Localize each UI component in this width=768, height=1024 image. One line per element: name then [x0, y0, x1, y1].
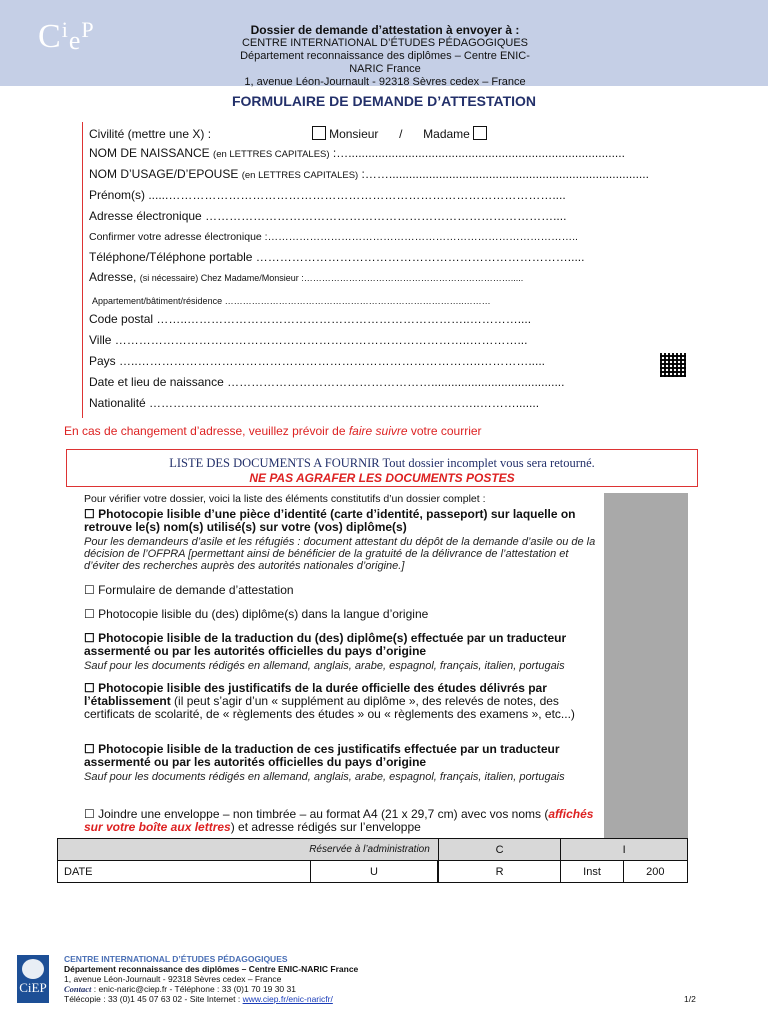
appartement-label: Appartement/bâtiment/résidence	[92, 296, 223, 306]
civilite-separator: /	[399, 127, 403, 141]
header-address-block	[230, 24, 540, 89]
barcode-2d	[660, 353, 686, 377]
footer-contact-text: : enic-naric@ciep.fr - Téléphone : 33 (0)1 70 19 30 31	[91, 984, 296, 994]
admin-c-cell: C	[438, 839, 561, 861]
email-field[interactable]: Adresse électronique ……………………………………………………………………………....	[89, 209, 567, 223]
document-item-identity-text: ☐ Photocopie lisible d’une pièce d’identité (carte d’identité, passeport) sur laquelle on retrouve le(s) nom(s) utilisé(s) sur votre (vos) diplôme(s)	[84, 507, 576, 534]
document-item-identity-note: Pour les demandeurs d’asile et les réfugiés : document attestant du dépôt de la demande d’asile ou de la décision de l’OFPRA [permettant ainsi de bénéficier de la gratuité de la délivrance de l’attestation et d’éviter des recherches auprès des autorités nationales d’origine.]	[84, 536, 596, 572]
admin-u-cell: U	[311, 861, 438, 883]
nom-usage-field[interactable]	[89, 167, 649, 181]
documents-banner	[66, 449, 698, 487]
monsieur-checkbox[interactable]	[312, 126, 326, 140]
footer-contact	[64, 984, 358, 994]
footer-logo	[17, 955, 49, 1003]
adresse-hint: (si nécessaire) Chez Madame/Monsieur	[139, 273, 299, 283]
address-change-note	[64, 424, 482, 438]
header-line-2: Département reconnaissance des diplômes – Centre ENIC-NARIC France	[240, 50, 530, 75]
logo-letter-c: C	[38, 18, 62, 55]
document-item-identity	[84, 508, 600, 572]
date-lieu-naissance-field[interactable]: Date et lieu de naissance ……………………………………………........................................	[89, 375, 565, 389]
ciep-logo	[38, 18, 95, 56]
page-header	[0, 0, 768, 86]
admin-reserve-label: Réservée à l’administration	[58, 839, 439, 861]
admin-200-cell: 200	[623, 861, 687, 883]
documents-banner-warning: NE PAS AGRAFER LES DOCUMENTS POSTES	[249, 471, 515, 485]
documents-banner-subtitle: Tout dossier incomplet vous sera retourné.	[382, 456, 595, 470]
admin-table-row-1	[58, 839, 688, 861]
madame-checkbox[interactable]	[473, 126, 487, 140]
footer-fax	[64, 994, 358, 1004]
globe-icon	[22, 959, 44, 979]
code-postal-field[interactable]: Code postal ……..……………………………………………………………..…………....	[89, 312, 532, 326]
document-item-form: ☐ Formulaire de demande d’attestation	[84, 583, 294, 597]
document-item-diploma-translation	[84, 632, 600, 672]
nom-usage-label: NOM D’USAGE/D’EPOUSE	[89, 167, 239, 181]
address-note-italic: faire suivre	[348, 424, 408, 438]
document-item-justificatifs-translation-text: ☐ Photocopie lisible de la traduction de ces justificatifs effectuée par un traducteur assermenté ou par les autorités officielles du pays d’origine	[84, 742, 560, 769]
form-title: FORMULAIRE DE DEMANDE D’ATTESTATION	[231, 93, 537, 109]
nom-usage-dots: :……..............................................................................	[358, 167, 649, 181]
logo-letter-p: P	[81, 17, 95, 42]
document-item-envelope-red: affichés sur votre boîte aux lettres	[84, 807, 594, 834]
adresse-dots: :…………………………………………………………….....	[298, 273, 524, 283]
ville-field[interactable]: Ville ……………………………………………………………………………..…………...	[89, 333, 528, 347]
monsieur-label: Monsieur	[329, 127, 379, 141]
nom-naissance-field[interactable]	[89, 146, 625, 160]
address-note-text-b: votre courrier	[407, 424, 482, 438]
footer-fax-text: Télécopie : 33 (0)1 45 07 63 02 - Site Internet :	[64, 994, 243, 1004]
admin-gray-column	[604, 493, 688, 838]
footer-org: CENTRE INTERNATIONAL D’ÉTUDES PÉDAGOGIQUES	[64, 954, 288, 964]
nationalite-field[interactable]: Nationalité ………………………………………………………………………..……….......	[89, 396, 540, 410]
header-line-3: 1, avenue Léon-Journault - 92318 Sèvres cedex – France	[244, 76, 526, 88]
admin-table-row-2	[58, 861, 688, 883]
document-item-diploma-translation-text: ☐ Photocopie lisible de la traduction du (des) diplôme(s) effectuée par un traducteur assermenté ou par les autorités officielles du pays d’origine	[84, 631, 567, 658]
nom-naissance-hint: (en LETTRES CAPITALES)	[213, 149, 330, 160]
document-item-envelope-a: ☐ Joindre une enveloppe – non timbrée – au format A4 (21 x 29,7 cm) avec vos noms (	[84, 807, 549, 821]
document-item-diploma: ☐ Photocopie lisible du (des) diplôme(s) dans la langue d’origine	[84, 607, 429, 621]
nom-naissance-label: NOM DE NAISSANCE	[89, 146, 210, 160]
address-note-text-a: En cas de changement d’adresse, veuillez prévoir de	[64, 424, 349, 438]
document-item-justificatifs	[84, 682, 600, 721]
footer-dept: Département reconnaissance des diplômes – Centre ENIC-NARIC France	[64, 964, 359, 974]
document-item-justificatifs-translation-note: Sauf pour les documents rédigés en allemand, anglais, arabe, espagnol, français, italien, portugais	[84, 771, 565, 783]
admin-table	[57, 838, 688, 883]
adresse-field[interactable]	[89, 270, 523, 284]
documents-intro: Pour vérifier votre dossier, voici la liste des éléments constitutifs d’un dossier complet :	[84, 493, 486, 505]
document-item-justificatifs-rest: (il peut s’agir d’un « supplément au diplôme », des relevés de notes, des certificats de scolarité, de « règlements des études » ou « règlements des examens », etc...)	[84, 694, 575, 721]
footer-logo-text: CiEP	[19, 980, 47, 995]
appartement-field[interactable]	[92, 293, 491, 307]
nom-naissance-dots: :…...................................................................................	[329, 146, 625, 160]
appartement-dots: ……………………………………………………………………..………	[222, 296, 491, 306]
pays-field[interactable]: Pays …..…………………………………………………………………………..………….....	[89, 354, 546, 368]
adresse-label: Adresse,	[89, 270, 137, 284]
document-item-justificatifs-translation	[84, 743, 600, 783]
document-item-justificatifs-bold: ☐ Photocopie lisible des justificatifs de la durée officielle des études délivrés par l’établissement	[84, 681, 547, 708]
footer-contact-label: Contact	[64, 984, 92, 994]
footer-address: 1, avenue Léon-Journault - 92318 Sèvres cedex – France	[64, 974, 282, 984]
admin-inst-cell: Inst	[561, 861, 623, 883]
footer-website-link[interactable]: www.ciep.fr/enic-naricfr/	[242, 994, 333, 1004]
footer-text	[64, 954, 358, 1004]
nom-usage-hint: (en LETTRES CAPITALES)	[241, 170, 359, 181]
logo-letter-i: i	[61, 17, 69, 42]
header-line-1: CENTRE INTERNATIONAL D’ÉTUDES PÉDAGOGIQUES	[241, 37, 529, 49]
admin-i-cell: I	[561, 839, 688, 861]
documents-banner-title: LISTE DES DOCUMENTS A FOURNIR	[169, 456, 380, 470]
prenom-field[interactable]: Prénom(s) ......……………………………………………………………………………………....	[89, 188, 566, 202]
madame-label: Madame	[423, 127, 470, 141]
email-confirm-field[interactable]: Confirmer votre adresse électronique :……………………………………………………………………………..	[89, 231, 578, 243]
document-item-diploma-translation-note: Sauf pour les documents rédigés en allemand, anglais, arabe, espagnol, français, italien, portugais	[84, 660, 565, 672]
document-item-envelope	[84, 808, 600, 834]
logo-letter-e: e	[68, 26, 82, 55]
page-number: 1/2	[684, 994, 696, 1004]
civilite-row	[89, 126, 487, 141]
telephone-field[interactable]: Téléphone/Téléphone portable …………………………………………………………………….....	[89, 250, 585, 264]
header-title: Dossier de demande d’attestation à envoyer à :	[250, 23, 520, 37]
document-item-envelope-b: ) et adresse rédigés sur l’enveloppe	[230, 820, 421, 834]
admin-date-cell: DATE	[58, 861, 311, 883]
admin-r-cell: R	[438, 861, 561, 883]
civilite-label: Civilité (mettre une X) :	[89, 127, 212, 141]
